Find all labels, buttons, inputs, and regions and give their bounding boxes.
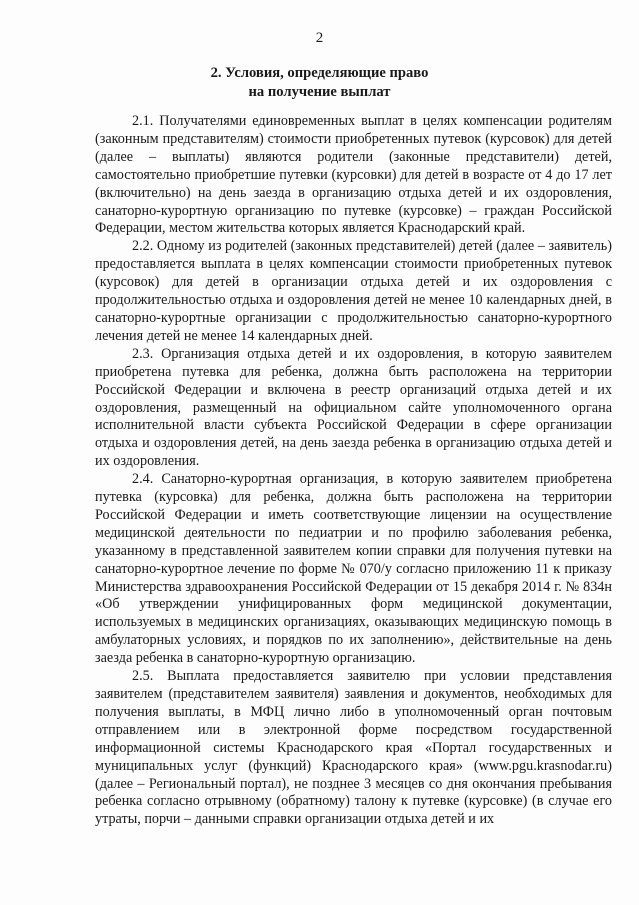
paragraph-2-3: 2.3. Организация отдыха детей и их оздоровления, в которую заявителем приобретена путевка для ребенка, должна быть расположена на территории Российской Федерации и включена в реестр организаций отдыха детей и их оздоровления, размещенный на официальном сайте уполномоченного органа исполнительной власти субъекта Российской Федерации в сфере организации отдыха и оздоровления детей, на день заезда ребенка в организацию отдыха детей и их оздоровления.: [95, 345, 612, 470]
paragraph-2-4: 2.4. Санаторно-курортная организация, в которую заявителем приобретена путевка (курсовка) для ребенка, должна быть расположена на территории Российской Федерации и иметь соответствующие лицензии на осуществление медицинской деятельности по педиатрии и по профилю заболевания ребенка, указанному в представленной заявителем копии справки для получения путевки на санаторно-курортное лечение по форме № 070/у согласно приложению 11 к приказу Министерства здравоохранения Российской Федерации от 15 декабря 2014 г. № 834н «Об утверждении унифицированных форм медицинской документации, используемых в медицинских организациях, оказывающих медицинскую помощь в амбулаторных условиях, и порядков по их заполнению», действительные на день заезда ребенка в санаторно-курортную организацию.: [95, 471, 612, 667]
section-heading-line-2: на получение выплат: [248, 84, 391, 100]
section-heading-line-1: 2. Условия, определяющие право: [210, 65, 429, 81]
paragraph-2-2: 2.2. Одному из родителей (законных представителей) детей (далее – заявитель) предоставляется выплата в целях компенсации стоимости приобретенных путевок (курсовок) для детей в организации отдыха детей и их оздоровления с продолжительностью отдыха и оздоровления детей не менее 10 календарных дней, в санаторно-курортные организации с продолжительностью санаторно-курортного лечения детей не менее 14 календарных дней.: [95, 238, 612, 344]
section-heading: [0, 64, 639, 102]
document-body: [95, 113, 612, 829]
paragraph-2-1: 2.1. Получателями единовременных выплат в целях компенсации родителям (законным представителям) стоимости приобретенных путевок (курсовок) для детей (далее – выплаты) являются родители (законные представители) детей, самостоятельно приобретшие путевки (курсовки) для детей в возрасте от 4 до 17 лет (включительно) на день заезда в организацию отдыха детей и их оздоровления, санаторно-курортную организацию по путевке (курсовке) – граждан Российской Федерации, местом жительства которых является Краснодарский край.: [95, 113, 612, 237]
page-number: 2: [315, 30, 324, 46]
paragraph-2-5: 2.5. Выплата предоставляется заявителю при условии представления заявителем (представителем заявителя) заявления и документов, необходимых для получения выплаты, в МФЦ лично либо в уполномоченный орган почтовым отправлением или в электронной форме посредством государственной информационной системы Краснодарского края «Портал государственных и муниципальных услуг (функций) Краснодарского края» (www.pgu.krasnodar.ru) (далее – Региональный портал), не позднее 3 месяцев со дня окончания пребывания ребенка согласно отрывному (обратному) талону к путевке (курсовке) (в случае его утраты, порчи – данными справки организации отдыха детей и их: [95, 668, 612, 828]
